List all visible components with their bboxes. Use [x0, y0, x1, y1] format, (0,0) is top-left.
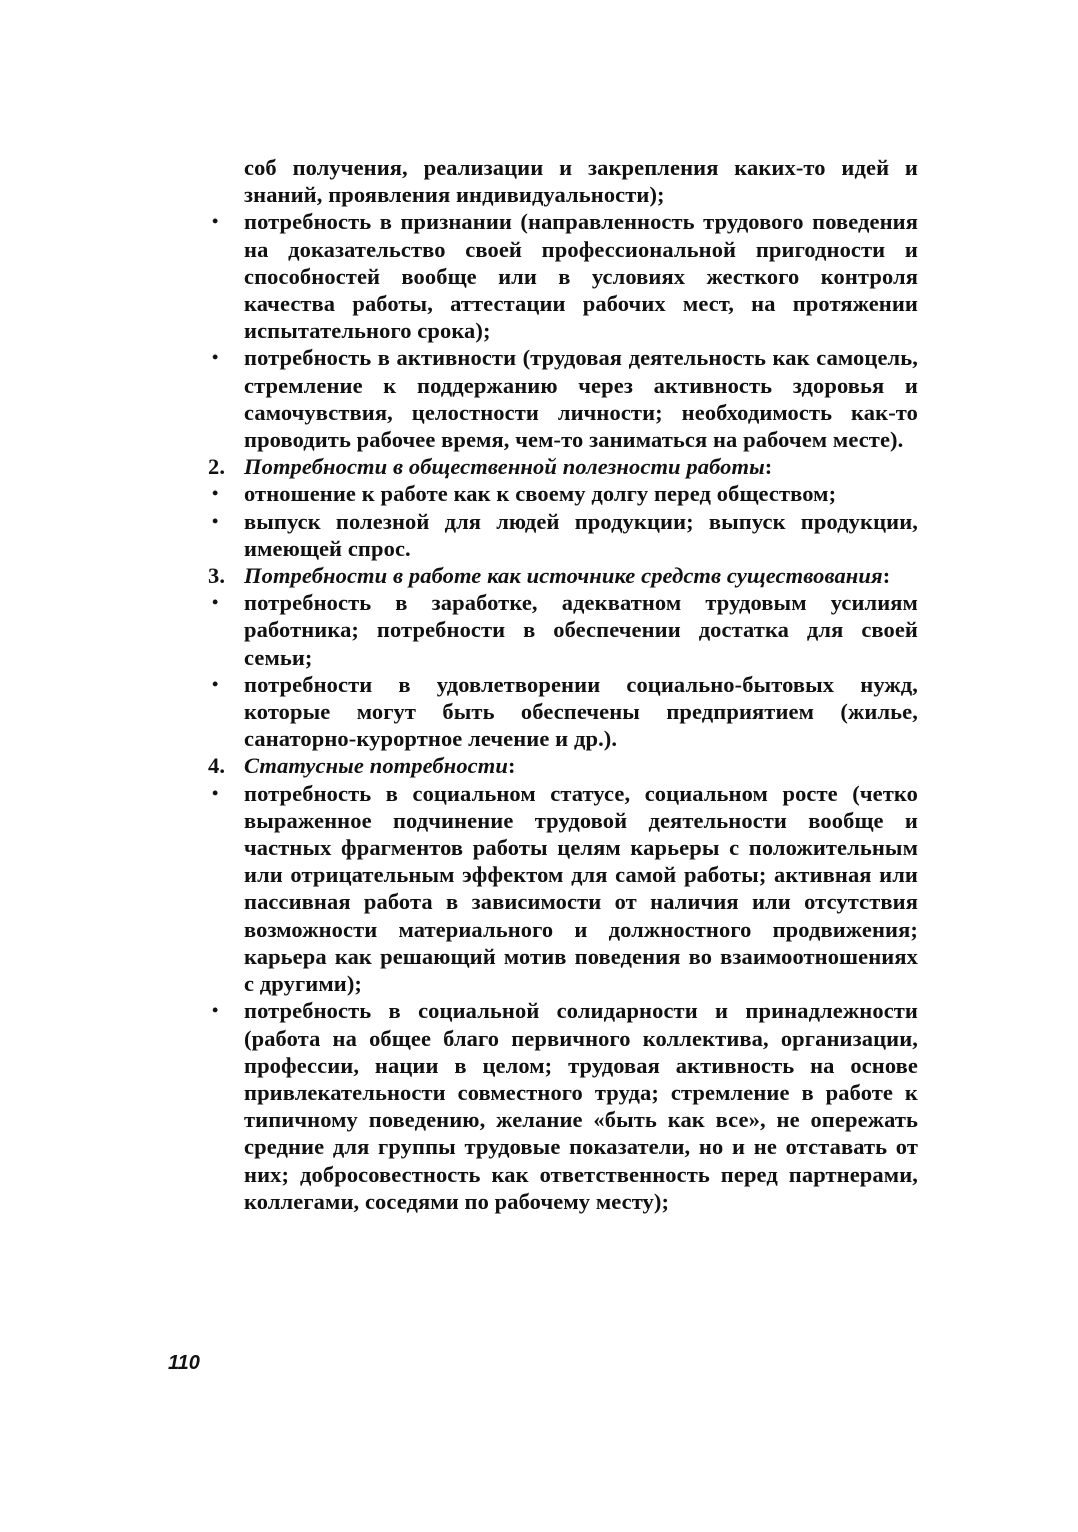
paragraph-text: потребность в социальной солидарности и принадлежности (работа на общее благо первичного коллектива, организации, профессии, нации в целом; трудовая активность на основе привлекательности совместного труда; стремление в работе к типичному поведению, желание «быть как все», не опережать средние для группы трудовые показатели, но и не отставать от них; добросовестность как ответственность перед партнерами, коллегами, соседями по рабочему месту);: [244, 998, 918, 1214]
bullet-marker: •: [212, 483, 219, 504]
bullet-item-social-needs: [206, 671, 918, 753]
paragraph-text: соб получения, реализации и закрепления каких-то идей и знаний, проявления индивидуальности);: [244, 155, 918, 208]
paragraph-text: потребность в социальном статусе, социальном росте (четко выраженное подчинение трудовой деятельности вообще и частных фрагментов работы целям карьеры с положительным или отрицательным эффектом для самой работы; активная или пассивная работа в зависимости от наличия или отсутствия возможности материального и должностного продвижения; карьера как решающий мотив поведения во взаимоотношениях с другими);: [244, 780, 918, 997]
list-number: 4.: [208, 753, 226, 779]
bullet-marker: •: [212, 347, 219, 368]
page-number: 110: [168, 1352, 200, 1374]
paragraph-text: потребность в признании (направленность трудового поведения на доказательство своей профессиональной пригодности и способностей вообще или в условиях жесткого контроля качества работы, аттестации рабочих мест, на протяжении испытательного срока);: [244, 209, 918, 344]
bullet-marker: •: [212, 782, 219, 803]
paragraph-continuation: [206, 154, 918, 208]
bullet-item-earnings: [206, 589, 918, 671]
body-text: [206, 154, 918, 1215]
bullet-item-production: [206, 508, 918, 562]
numbered-heading-3: [206, 562, 918, 589]
numbered-heading-2: [206, 453, 918, 480]
bullet-marker: •: [212, 1000, 219, 1021]
paragraph-text: потребность в заработке, адекватном трудовым усилиям работника; потребности в обеспечении достатка для своей семьи;: [244, 590, 918, 670]
bullet-item-duty: [206, 480, 918, 507]
paragraph-text: потребность в активности (трудовая деятельность как самоцель, стремление к поддержанию через активность здоровья и самочувствия, целостности личности; необходимость как-то проводить рабочее время, чем-то заниматься на рабочем месте).: [244, 345, 918, 453]
paragraph-text: выпуск полезной для людей продукции; выпуск продукции, имеющей спрос.: [244, 508, 918, 561]
section-heading: Потребности в работе как источнике средств существования: [244, 563, 883, 589]
bullet-item-recognition: [206, 208, 918, 344]
heading-suffix: :: [507, 753, 516, 779]
section-heading: Статусные потребности: [244, 753, 508, 779]
bullet-item-activity: [206, 344, 918, 453]
section-heading: Потребности в общественной полезности работы: [244, 454, 765, 480]
heading-suffix: :: [764, 454, 773, 480]
paragraph-text: потребности в удовлетворении социально-бытовых нужд, которые могут быть обеспечены предприятием (жилье, санаторно-курортное лечение и др.).: [244, 671, 918, 752]
bullet-marker: •: [212, 673, 219, 694]
heading-suffix: :: [882, 563, 891, 589]
bullet-item-solidarity: [206, 997, 918, 1215]
list-number: 2.: [208, 454, 226, 480]
bullet-marker: •: [212, 592, 219, 613]
bullet-item-status: [206, 780, 918, 998]
list-number: 3.: [208, 563, 226, 589]
paragraph-text: отношение к работе как к своему долгу перед обществом;: [244, 481, 837, 507]
bullet-marker: •: [212, 211, 219, 232]
numbered-heading-4: [206, 752, 918, 779]
bullet-marker: •: [212, 510, 219, 531]
